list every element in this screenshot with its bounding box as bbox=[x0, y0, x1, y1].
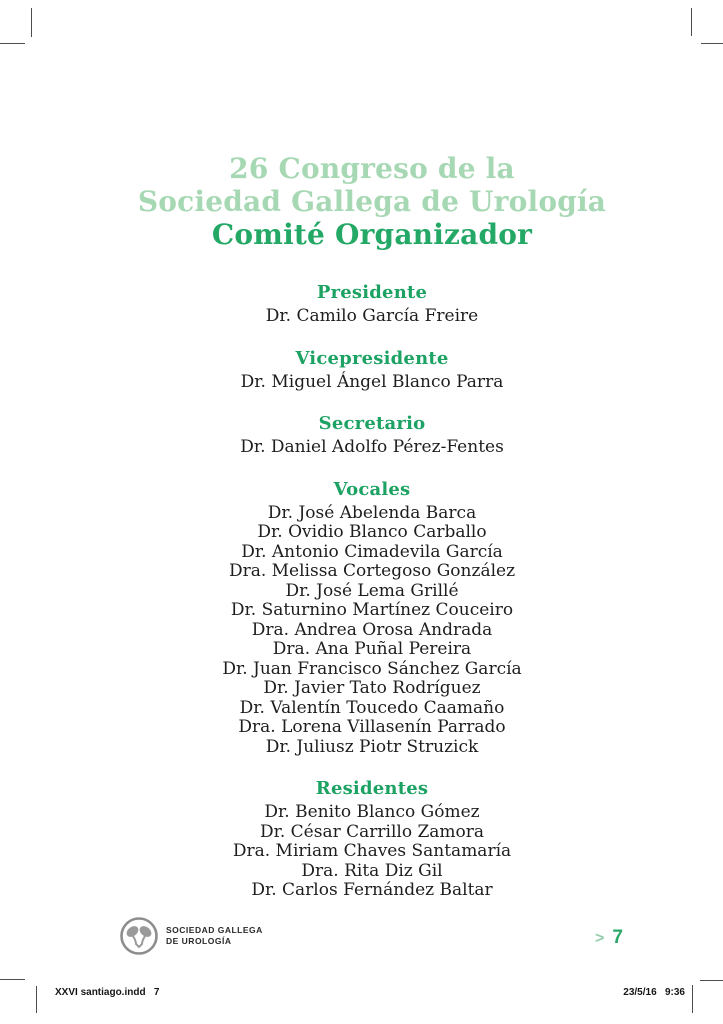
crop-mark-top-right-horizontal bbox=[701, 43, 723, 44]
document-content bbox=[0, 152, 723, 901]
member-name: Dr. Benito Blanco Gómez bbox=[264, 802, 480, 822]
committee-section bbox=[0, 480, 723, 758]
society-name-line1: SOCIEDAD GALLEGA bbox=[166, 925, 263, 935]
society-logo-text bbox=[166, 925, 263, 947]
crop-mark-bottom-left-vertical bbox=[36, 986, 37, 1013]
section-title: Secretario bbox=[318, 413, 426, 434]
congress-title-line1: 26 Congreso de la bbox=[229, 152, 515, 185]
crop-mark-top-left-vertical bbox=[31, 8, 32, 37]
page-number bbox=[595, 927, 623, 949]
page-number-value: 7 bbox=[612, 927, 623, 948]
sgu-kidneys-logo-icon bbox=[119, 916, 159, 956]
member-name: Dr. José Abelenda Barca bbox=[267, 502, 477, 523]
chevron-right-icon: > bbox=[595, 930, 605, 947]
crop-mark-bottom-left-horizontal bbox=[0, 979, 25, 980]
member-name: Dr. César Carrillo Zamora bbox=[259, 821, 485, 842]
committee-section bbox=[0, 283, 723, 327]
member-name: Dr. José Lema Grillé bbox=[285, 580, 459, 601]
member-name: Dra. Rita Diz Gil bbox=[301, 860, 443, 881]
member-name: Dr. Daniel Adolfo Pérez-Fentes bbox=[240, 437, 504, 457]
member-name: Dr. Saturnino Martínez Couceiro bbox=[230, 600, 514, 620]
committee-section bbox=[0, 349, 723, 393]
crop-mark-bottom-right-vertical bbox=[692, 985, 693, 1013]
member-name: Dra. Melissa Cortegoso González bbox=[228, 561, 516, 581]
section-title: Residentes bbox=[315, 778, 429, 799]
footer-filename: XXVI santiago.indd 7 bbox=[55, 987, 160, 998]
member-name: Dr. Javier Tato Rodríguez bbox=[263, 678, 481, 698]
committee-section bbox=[0, 779, 723, 901]
member-name: Dra. Lorena Villasenín Parrado bbox=[238, 717, 506, 737]
committee-sections bbox=[0, 283, 723, 901]
footer-timestamp: 23/5/16 9:36 bbox=[623, 987, 685, 998]
section-title: Vicepresidente bbox=[295, 347, 449, 369]
crop-mark-bottom-right-horizontal bbox=[700, 980, 723, 981]
member-name: Dr. Antonio Cimadevila García bbox=[241, 541, 503, 562]
crop-mark-top-right-vertical bbox=[691, 8, 692, 36]
member-name: Dr. Valentín Toucedo Caamaño bbox=[239, 697, 505, 718]
committee-section bbox=[0, 414, 723, 458]
member-name: Dr. Carlos Fernández Baltar bbox=[251, 880, 493, 900]
society-name-line2: DE UROLOGÍA bbox=[166, 936, 232, 946]
crop-mark-top-left-horizontal bbox=[0, 43, 25, 44]
congress-title-line2: Sociedad Gallega de Urología bbox=[137, 185, 607, 218]
member-name: Dra. Miriam Chaves Santamaría bbox=[232, 841, 512, 861]
section-title: Presidente bbox=[316, 282, 428, 303]
member-name: Dra. Ana Puñal Pereira bbox=[272, 639, 472, 659]
member-name: Dr. Ovidio Blanco Carballo bbox=[257, 522, 487, 542]
committee-title: Comité Organizador bbox=[211, 218, 533, 251]
member-name: Dr. Juan Francisco Sánchez García bbox=[222, 658, 522, 679]
member-name: Dr. Miguel Ángel Blanco Parra bbox=[240, 371, 504, 392]
section-title: Vocales bbox=[333, 478, 411, 500]
member-name: Dr. Camilo García Freire bbox=[265, 306, 479, 326]
society-logo bbox=[119, 916, 263, 956]
member-name: Dra. Andrea Orosa Andrada bbox=[251, 619, 493, 640]
member-name: Dr. Juliusz Piotr Struzick bbox=[265, 736, 479, 757]
